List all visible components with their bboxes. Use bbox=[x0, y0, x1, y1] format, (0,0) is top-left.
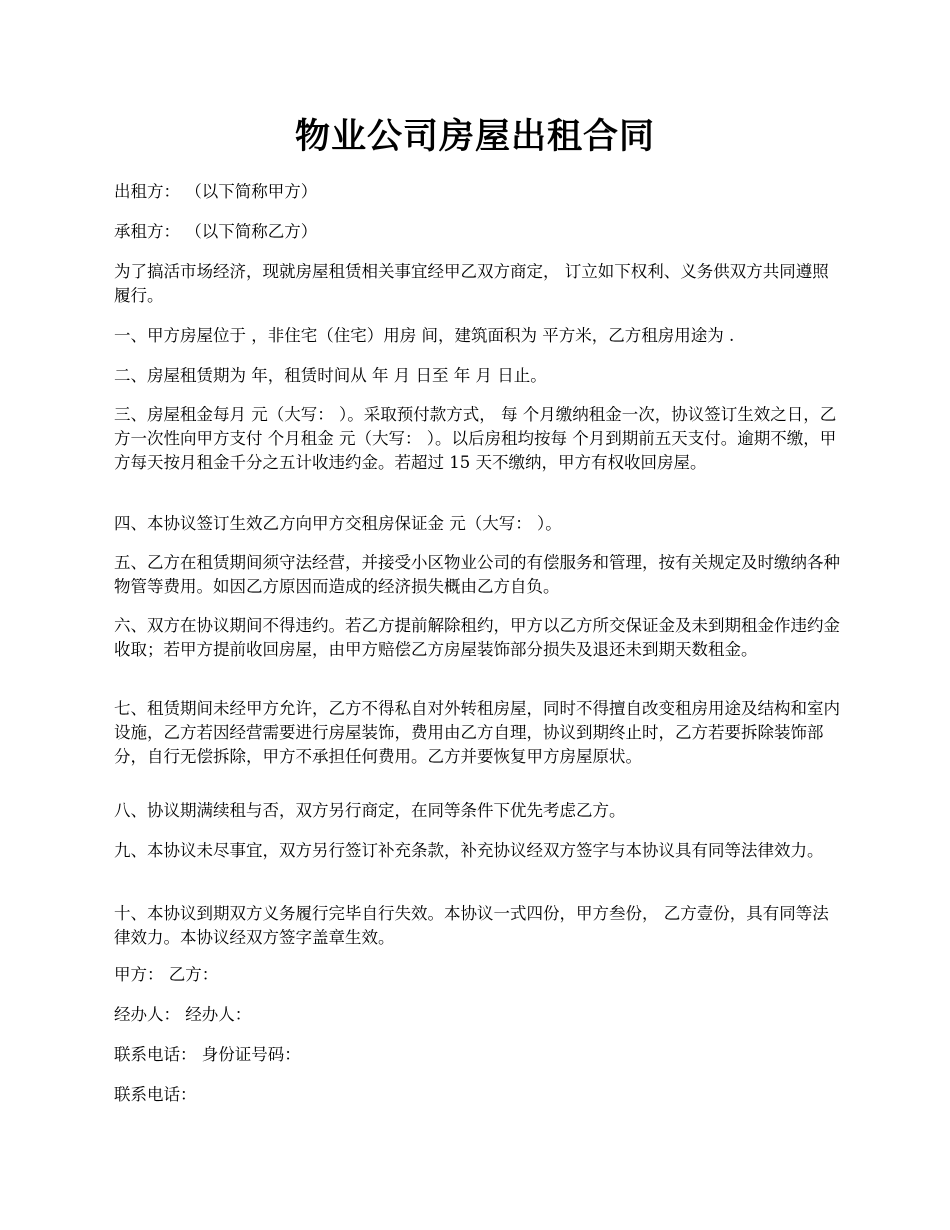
document-title: 物业公司房屋出租合同 bbox=[294, 116, 655, 157]
signature-phone-line: 联系电话： bbox=[114, 1085, 197, 1104]
clause-2: 二、房屋租赁期为 年，租赁时间从 年 月 日至 年 月 日止。 bbox=[114, 366, 547, 385]
signature-party-line: 甲方： 乙方： bbox=[114, 965, 219, 984]
clause-5: 五、乙方在租赁期间须守法经营，并接受小区物业公司的有偿服务和管理，按有关规定及时缴纳各种物管等费用。如因乙方原因而造成的经济损失概由乙方自负。 bbox=[114, 553, 840, 596]
signature-phone-id-line: 联系电话： 身份证号码： bbox=[114, 1045, 301, 1064]
clause-9: 九、本协议未尽事宜，双方另行签订补充条款，补充协议经双方签字与本协议具有同等法律效力。 bbox=[114, 841, 824, 860]
clause-4: 四、本协议签订生效乙方向甲方交租房保证金 元（大写： ）。 bbox=[114, 514, 562, 533]
signature-agent-line: 经办人： 经办人： bbox=[114, 1005, 252, 1024]
clause-7: 七、租赁期间未经甲方允许，乙方不得私自对外转租房屋，同时不得擅自改变租房用途及结构和室内设施，乙方若因经营需要进行房屋装饰，费用由乙方自理，协议到期终止时，乙方若要拆除装饰部分，自行无偿拆除，甲方不承担任何费用。乙方并要恢复甲方房屋原状。 bbox=[114, 699, 840, 766]
clause-6: 六、双方在协议期间不得违约。若乙方提前解除租约，甲方以乙方所交保证金及未到期租金作违约金收取；若甲方提前收回房屋，由甲方赔偿乙方房屋装饰部分损失及退还未到期天数租金。 bbox=[114, 616, 840, 659]
lessor-line: 出租方： （以下简称甲方） bbox=[114, 182, 318, 201]
clause-1: 一、甲方房屋位于 ，非住宅（住宅）用房 间，建筑面积为 平方米，乙方租房用途为 . bbox=[114, 326, 735, 345]
preamble-paragraph: 为了搞活市场经济，现就房屋租赁相关事宜经甲乙双方商定， 订立如下权利、义务供双方共同遵照履行。 bbox=[114, 262, 829, 305]
lessee-line: 承租方： （以下简称乙方） bbox=[114, 222, 318, 241]
clause-3: 三、房屋租金每月 元（大写： ）。采取预付款方式， 每 个月缴纳租金一次，协议签订生效之日，乙方一次性向甲方支付 个月租金 元（大写： ）。以后房租均按每 个月到期前五天支付。逾期不缴，甲方每天按月租金千分之五计收违约金。若超过 15 天不缴纳，甲方有权收回房屋。 bbox=[114, 405, 837, 472]
clause-10: 十、本协议到期双方义务履行完毕自行失效。本协议一式四份，甲方叁份， 乙方壹份，具有同等法律效力。本协议经双方签字盖章生效。 bbox=[114, 904, 829, 947]
clause-8: 八、协议期满续租与否，双方另行商定，在同等条件下优先考虑乙方。 bbox=[114, 801, 626, 820]
